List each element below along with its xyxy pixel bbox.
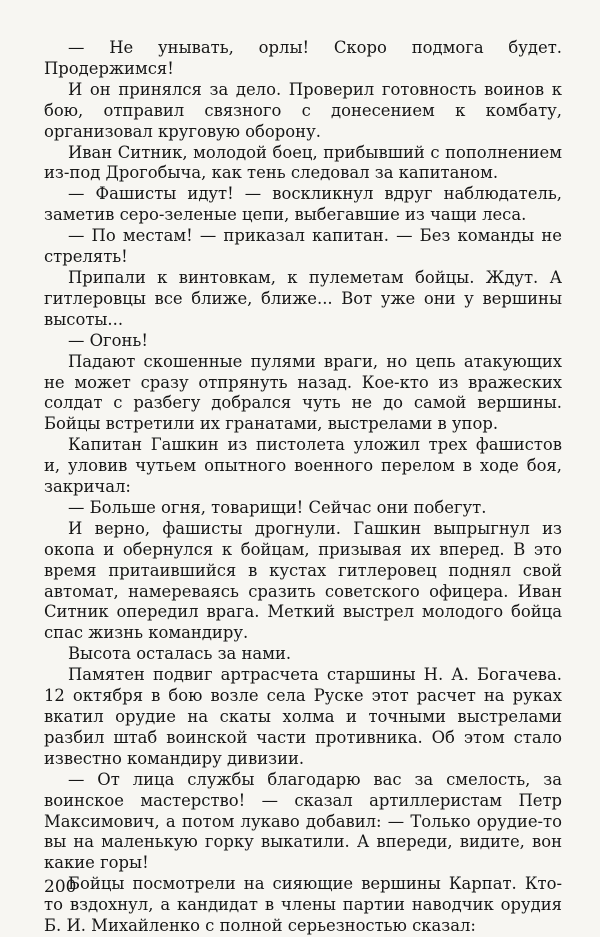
paragraph: — Больше огня, товарищи! Сейчас они побегут. [68,497,487,517]
paragraph: — Фашисты идут! — воскликнул вдруг наблюдатель, заметив серо-зеленые цепи, выбегавшие из чащи леса. [44,184,562,225]
paragraph: Капитан Гашкин из пистолета уложил трех фашистов и, уловив чутьем опытного военного перелом в ходе боя, закричал: [44,435,562,497]
paragraph: — Не унывать, орлы! Скоро подмога будет. Продержимся! [44,38,562,78]
paragraph: Припали к винтовкам, к пулеметам бойцы. Ждут. А гитлеровцы все ближе, ближе... Вот уже они у вершины высоты... [44,267,562,329]
paragraph: И он принялся за дело. Проверил готовность воинов к бою, отправил связного с донесением к комбату, организовал круговую оборону. [44,79,562,141]
page-text-body [44,38,562,937]
paragraph: Высота осталась за нами. [68,644,292,664]
paragraph: — По местам! — приказал капитан. — Без команды не стрелять! [44,226,562,267]
paragraph: Памятен подвиг артрасчета старшины Н. А. Богачева. 12 октября в бою возле села Руске этот расчет на руках вкатил орудие на скаты холма и точными выстрелами разбил штаб воинской части противника. Об этом стало известно командиру дивизии. [44,665,562,768]
paragraph: И верно, фашисты дрогнули. Гашкин выпрыгнул из окопа и обернулся к бойцам, призывая их вперед. В это время притаившийся в кустах гитлеровец поднял свой автомат, намереваясь сразить советского офицера. Иван Ситник опередил врага. Меткий выстрел молодого бойца спас жизнь командиру. [44,518,562,643]
paragraph: — Огонь! [68,330,148,350]
paragraph: Иван Ситник, молодой боец, прибывший с пополнением из-под Дрогобыча, как тень следовал за капитаном. [44,142,562,183]
paragraph: — От лица службы благодарю вас за смелость, за воинское мастерство! — сказал артиллеристам Петр Максимович, а потом лукаво добавил: — Только орудие-то вы на маленькую горку выкатили. А впереди, видите, вон какие горы! [44,769,562,873]
paragraph: Бойцы посмотрели на сияющие вершины Карпат. Кто-то вздохнул, а кандидат в члены партии наводчик орудия Б. И. Михайленко с полной серьезностью сказал: [44,874,562,936]
page-number: 200 [44,877,77,897]
paragraph: Падают скошенные пулями враги, но цепь атакующих не может сразу отпрянуть назад. Кое-кто из вражеских солдат с разбегу добрался чуть не до самой вершины. Бойцы встретили их гранатами, выстрелами в упор. [44,351,562,434]
